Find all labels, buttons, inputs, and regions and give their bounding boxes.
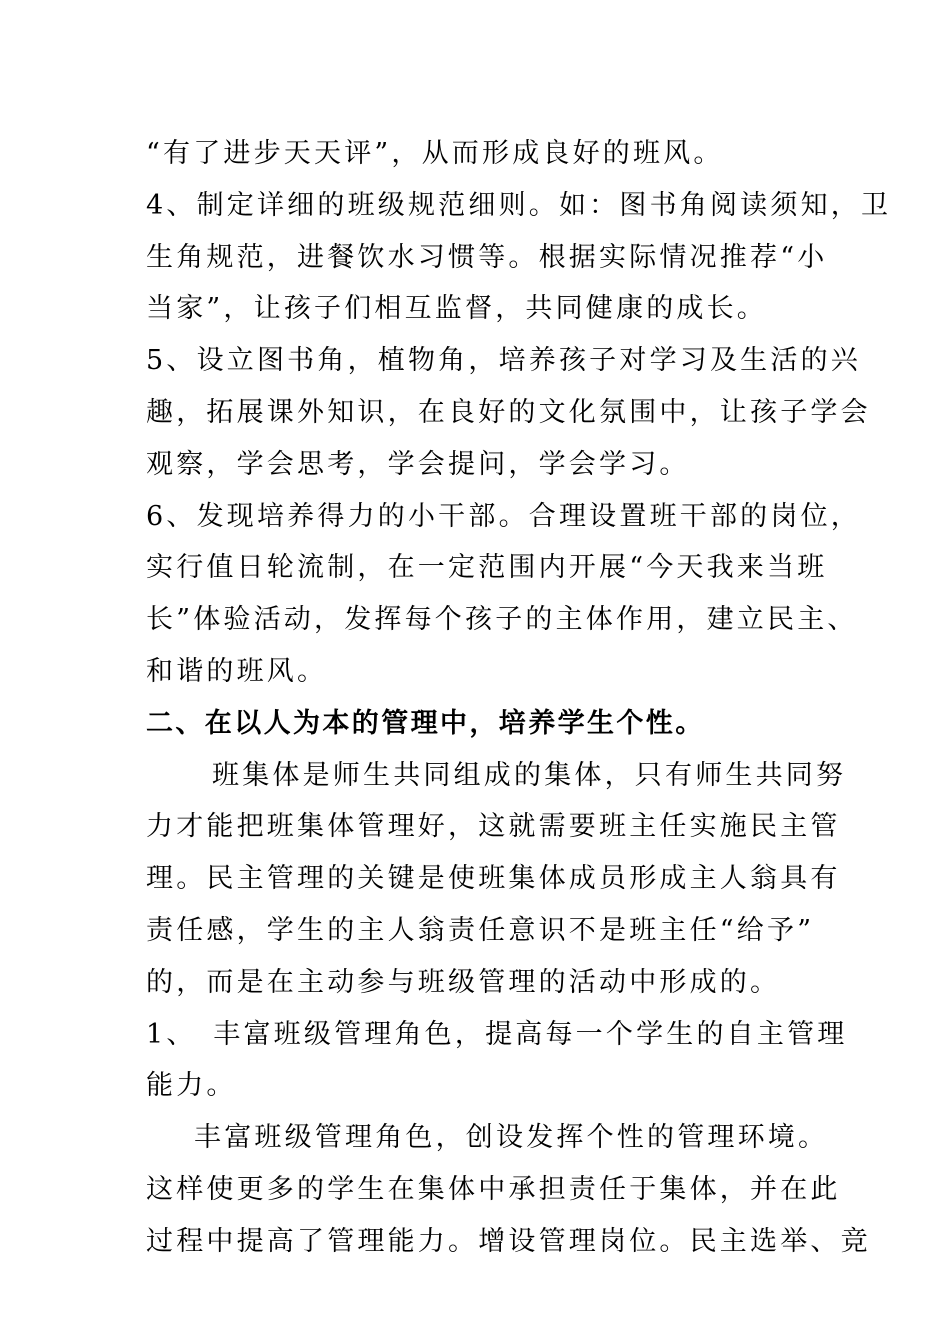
paragraph-line: 丰富班级管理角色，创设发挥个性的管理环境。 <box>194 1122 829 1154</box>
section-heading: 二、在以人为本的管理中，培养学生个性。 <box>146 707 705 739</box>
list-item-line: 4、制定详细的班级规范细则。如：图书角阅读须知，卫 <box>146 189 892 221</box>
list-item-line: 5、设立图书角，植物角，培养孩子对学习及生活的兴 <box>146 345 861 377</box>
paragraph-line: 实行值日轮流制，在一定范围内开展“今天我来当班 <box>146 552 828 584</box>
paragraph-line: 趣，拓展课外知识，在良好的文化氛围中，让孩子学会 <box>146 396 871 428</box>
paragraph-line: 的，而是在主动参与班级管理的活动中形成的。 <box>146 966 781 998</box>
paragraph-line: 过程中提高了管理能力。增设管理岗位。民主选举、竞 <box>146 1225 871 1257</box>
paragraph-line: 力才能把班集体管理好，这就需要班主任实施民主管 <box>146 811 841 843</box>
paragraph-line: 班集体是师生共同组成的集体，只有师生共同努 <box>212 759 847 791</box>
paragraph-line: 责任感，学生的主人翁责任意识不是班主任“给予” <box>146 914 815 946</box>
subheading-line: 能力。 <box>146 1070 237 1102</box>
paragraph-line: 当家”，让孩子们相互监督，共同健康的成长。 <box>146 293 768 325</box>
paragraph-line: 生角规范，进餐饮水习惯等。根据实际情况推荐“小 <box>146 241 828 273</box>
paragraph-line: 长”体验活动，发挥每个孩子的主体作用，建立民主、 <box>146 604 858 636</box>
list-item-line: 6、发现培养得力的小干部。合理设置班干部的岗位， <box>146 500 861 532</box>
paragraph-line: 观察，学会思考，学会提问，学会学习。 <box>146 448 690 480</box>
document-page <box>146 128 892 1268</box>
paragraph-line: 这样使更多的学生在集体中承担责任于集体，并在此 <box>146 1173 841 1205</box>
paragraph-line: “有了进步天天评”，从而形成良好的班风。 <box>146 138 724 169</box>
paragraph-line: 和谐的班风。 <box>146 655 328 687</box>
paragraph-line: 理。民主管理的关键是使班集体成员形成主人翁具有 <box>146 863 841 895</box>
subheading-line: 1、 丰富班级管理角色，提高每一个学生的自主管理 <box>146 1018 848 1050</box>
